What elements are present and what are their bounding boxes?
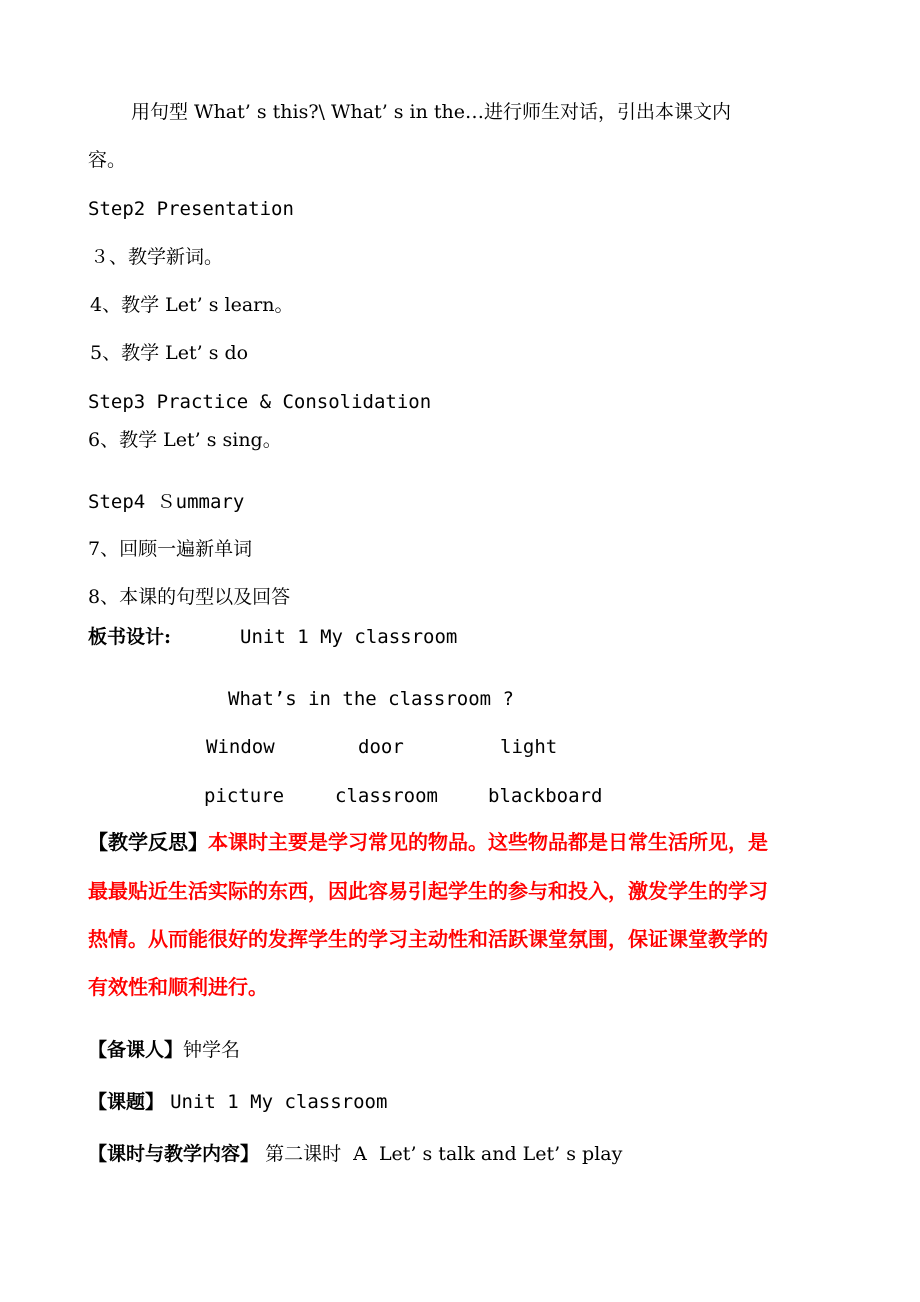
step2-item-4: 4、教学 Let’ s learn。 xyxy=(90,294,294,316)
period-label: 【课时与教学内容】 xyxy=(88,1143,260,1165)
reflection-line-4: 有效性和顺利进行。 xyxy=(88,975,268,999)
preparer-line xyxy=(88,1037,240,1063)
preparer-value: 钟学名 xyxy=(183,1039,241,1061)
intro-line-2: 容。 xyxy=(88,149,127,171)
board-label: 板书设计: xyxy=(88,626,172,648)
topic-line xyxy=(88,1089,387,1115)
step4-heading: Step4 Ｓummary xyxy=(88,491,245,513)
reflection-line-3: 热情。从而能很好的发挥学生的学习主动性和活跃课堂氛围，保证课堂教学的 xyxy=(88,927,768,951)
reflection-line-1 xyxy=(88,829,768,855)
reflection-line-2: 最最贴近生活实际的东西，因此容易引起学生的参与和投入，激发学生的学习 xyxy=(88,879,768,903)
period-value: 第二课时 A Let’ s talk and Let’ s play xyxy=(265,1143,623,1165)
step3-heading: Step3 Practice & Consolidation xyxy=(88,391,432,413)
board-word-picture: picture xyxy=(204,785,285,807)
intro-line-1: 用句型 What’ s this?\ What’ s in the…进行师生对话，引出本课文内 xyxy=(131,101,732,123)
topic-value: Unit 1 My classroom xyxy=(170,1091,388,1113)
board-word-blackboard: blackboard xyxy=(488,785,603,807)
board-word-door: door xyxy=(358,736,404,758)
step4-item-8: 8、本课的句型以及回答 xyxy=(88,586,291,608)
step3-item-6: 6、教学 Let’ s sing。 xyxy=(88,429,282,451)
step2-item-3: ３、教学新词。 xyxy=(90,246,224,268)
board-word-classroom: classroom xyxy=(335,785,438,807)
step2-item-5: 5、教学 Let’ s do xyxy=(90,342,249,364)
preparer-label: 【备课人】 xyxy=(88,1039,184,1061)
step2-heading: Step2 Presentation xyxy=(88,198,294,220)
period-line xyxy=(88,1141,622,1167)
reflection-text-1: 本课时主要是学习常见的物品。这些物品都是日常生活所见，是 xyxy=(208,830,768,854)
step4-item-7: 7、回顾一遍新单词 xyxy=(88,538,253,560)
board-question: What’s in the classroom ? xyxy=(228,688,514,710)
board-title: Unit 1 My classroom xyxy=(240,626,458,648)
board-word-light: light xyxy=(500,736,558,758)
topic-label: 【课题】 xyxy=(88,1091,165,1113)
board-word-window: Window xyxy=(206,736,275,758)
reflection-label: 【教学反思】 xyxy=(88,830,208,854)
